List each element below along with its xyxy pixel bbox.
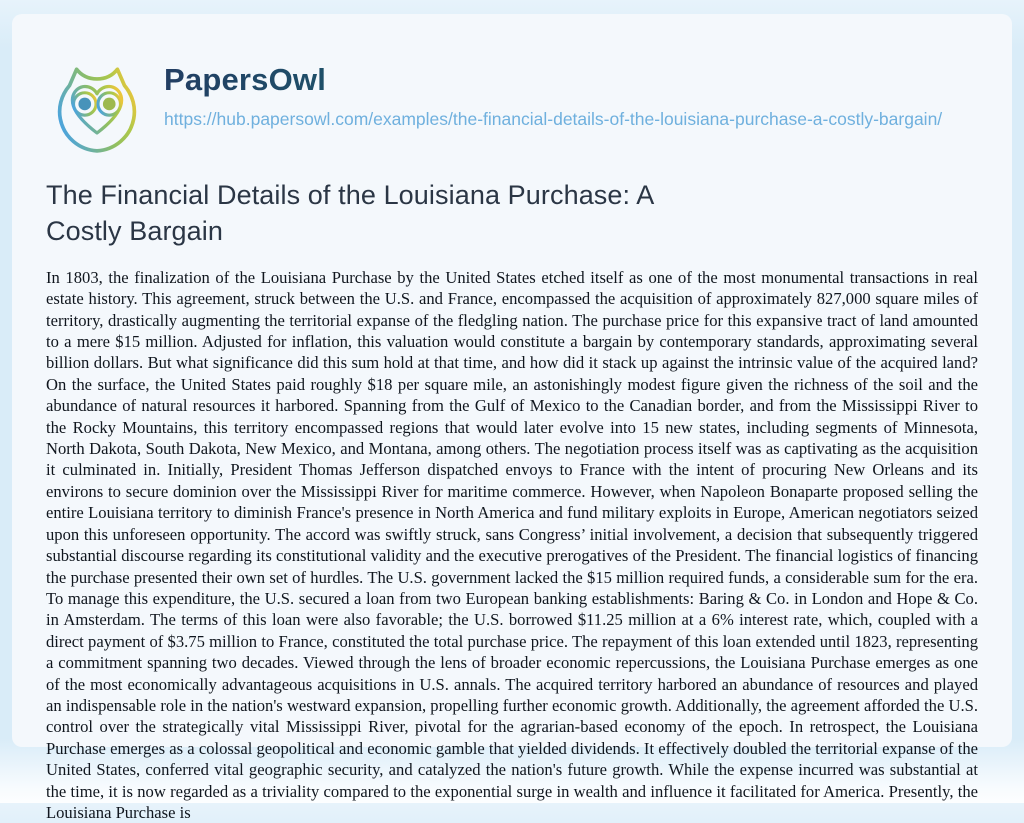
page-url-link[interactable]: https://hub.papersowl.com/examples/the-financial-details-of-the-louisiana-purchase-a-costly-bargain/ <box>164 109 943 129</box>
brand-column <box>164 56 942 132</box>
site-header <box>46 56 978 158</box>
content-card <box>12 14 1012 822</box>
papersowl-owl-logo-icon <box>46 56 148 158</box>
essay-title: The Financial Details of the Louisiana Purchase: A Costly Bargain <box>46 180 653 246</box>
brand-name: PapersOwl <box>164 62 942 98</box>
essay-body-paragraph: In 1803, the finalization of the Louisiana Purchase by the United States etched itself as one of the most monumental transactions in real estate history. This agreement, struck between the U.S. and France, encompassed the acquisition of approximately 827,000 square miles of territory, drastically augmenting the territorial expanse of the fledgling nation. The purchase price for this expansive tract of land amounted to a mere $15 million. Adjusted for inflation, this valuation would constitute a bargain by contemporary standards, approximating several billion dollars. But what significance did this sum hold at that time, and how did it stack up against the intrinsic value of the acquired land? On the surface, the United States paid roughly $18 per square mile, an astonishingly modest figure given the richness of the soil and the abundance of natural resources it harbored. Spanning from the Gulf of Mexico to the Canadian border, and from the Mississippi River to the Rocky Mountains, this territory encompassed regions that would later evolve into 15 new states, including segments of Minnesota, North Dakota, South Dakota, New Mexico, and Montana, among others. The negotiation process itself was as captivating as the acquisition it culminated in. Initially, President Thomas Jefferson dispatched envoys to France with the intent of procuring New Orleans and its environs to secure dominion over the Mississippi River for maritime commerce. However, when Napoleon Bonaparte proposed selling the entire Louisiana territory to diminish France's presence in North America and fund military exploits in Europe, American negotiators seized upon this unforeseen opportunity. The accord was swiftly struck, sans Congress’ initial involvement, a decision that subsequently triggered substantial discourse regarding its constitutional validity and the executive prerogatives of the President. The financial logistics of financing the purchase presented their own set of hurdles. The U.S. government lacked the $15 million required funds, a considerable sum for the era. To manage this expenditure, the U.S. secured a loan from two European banking establishments: Baring & Co. in London and Hope & Co. in Amsterdam. The terms of this loan were also favorable; the U.S. borrowed $11.25 million at a 6% interest rate, which, coupled with a direct payment of $3.75 million to France, constituted the total purchase price. The repayment of this loan extended until 1823, representing a commitment spanning two decades. Viewed through the lens of broader economic repercussions, the Louisiana Purchase emerges as one of the most economically advantageous acquisitions in U.S. annals. The acquired territory harbored an abundance of resources and played an indispensable role in the nation's westward expansion, propelling further economic growth. Additionally, the agreement afforded the U.S. control over the strategically vital Mississippi River, pivotal for the agrarian-based economy of the epoch. In retrospect, the Louisiana Purchase emerges as a colossal geopolitical and economic gamble that yielded dividends. It effectively doubled the territorial expanse of the United States, conferred vital geographic security, and catalyzed the nation's future growth. While the expense incurred was substantial at the time, it is now regarded as a triviality compared to the exponential surge in wealth and influence it facilitated for America. Presently, the Louisiana Purchase is <box>46 267 978 822</box>
